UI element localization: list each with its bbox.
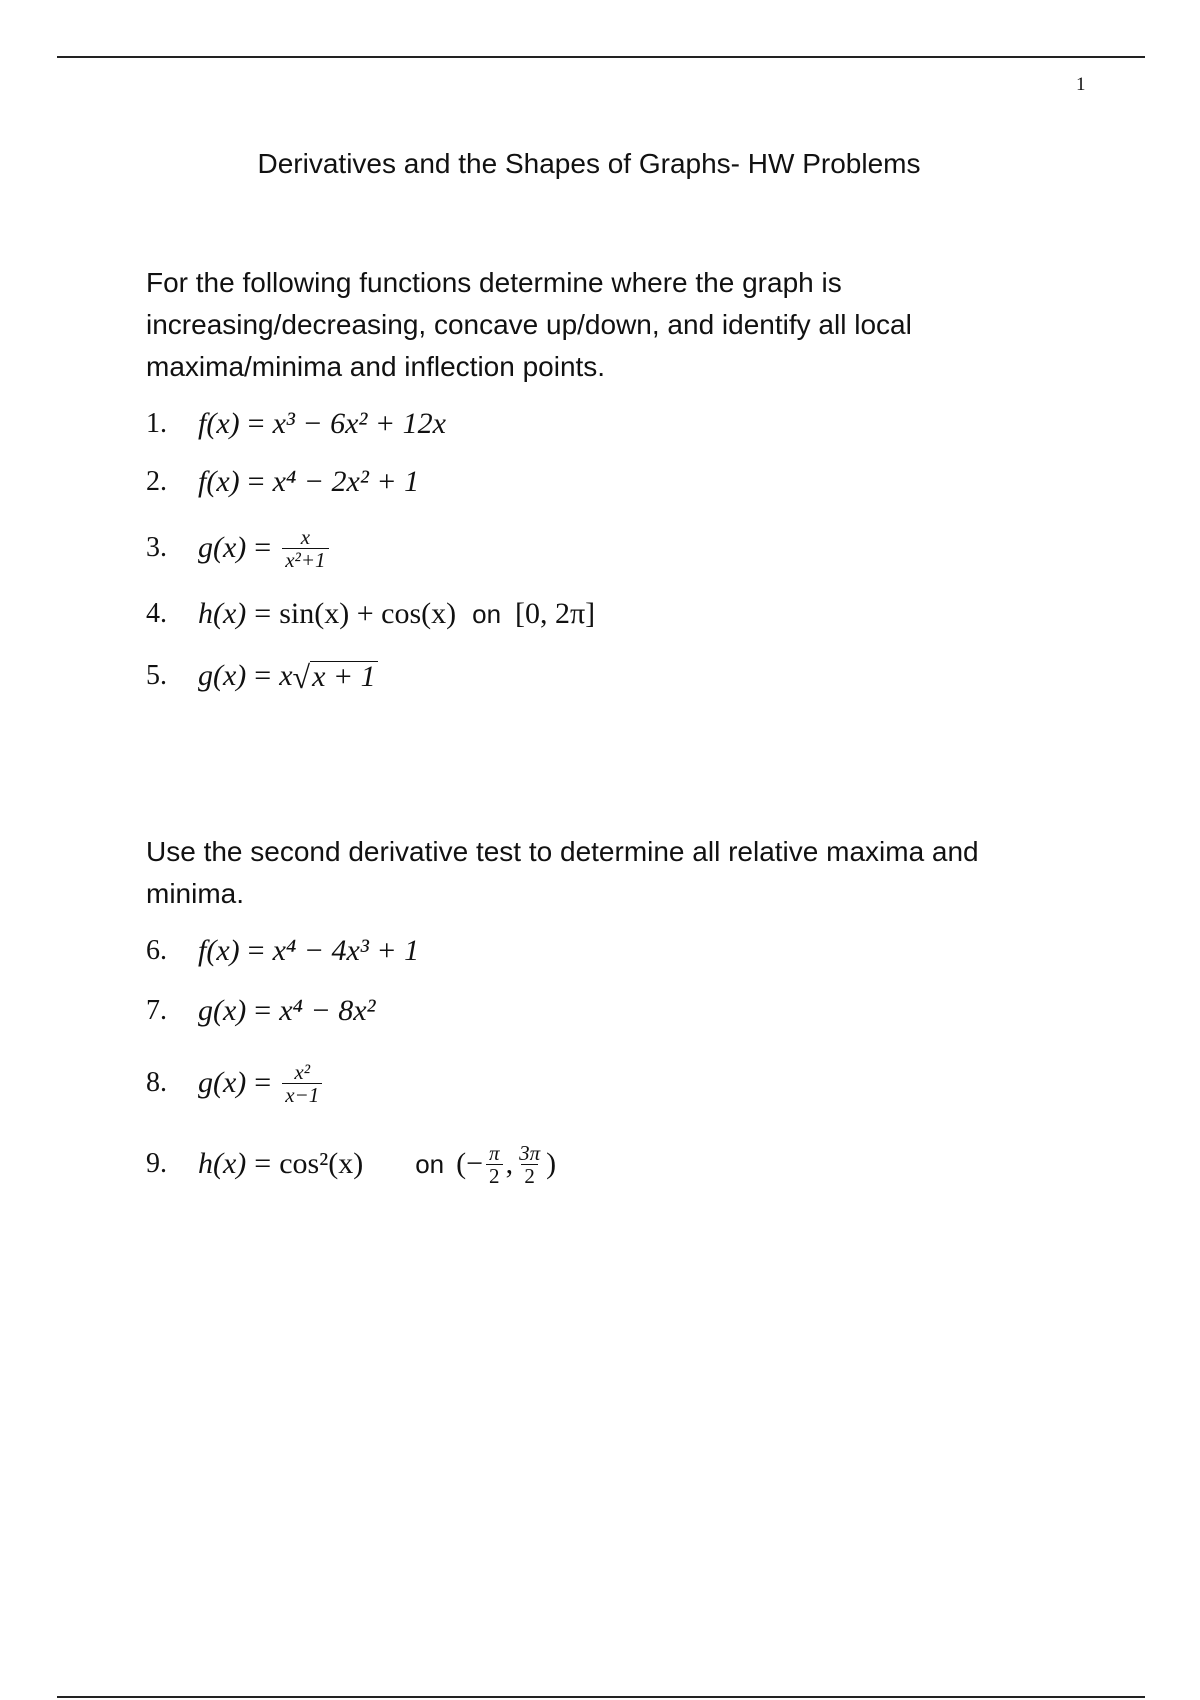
function-lhs: f(x) <box>198 934 240 967</box>
problem-number: 8. <box>146 1067 167 1098</box>
fraction <box>516 1142 543 1187</box>
footer-rule <box>57 1696 1145 1698</box>
problem-number: 6. <box>146 935 167 966</box>
fraction-numerator: x² <box>294 1059 311 1084</box>
fraction-numerator: 3π <box>519 1140 541 1165</box>
problem-equation: f(x) = x³ − 6x² + 12x <box>198 407 446 440</box>
problem-equation: g(x) = $\frac{\text{x²}}{x-1}$ <box>198 1061 325 1106</box>
domain-word: on <box>415 1148 445 1179</box>
problem-equation: g(x) = x √ x + 1 <box>198 658 376 695</box>
domain-interval: [0, 2π] <box>515 597 596 630</box>
problem-number: 7. <box>146 995 167 1026</box>
function-lhs: h(x) <box>198 597 247 630</box>
function-lhs: g(x) <box>198 994 247 1027</box>
problem-1 <box>146 402 446 446</box>
problem-number: 5. <box>146 660 167 691</box>
problem-number: 1. <box>146 408 167 439</box>
domain-open-paren: (− <box>456 1147 484 1180</box>
problem-equation: f(x) = x⁴ − 2x² + 1 <box>198 465 420 498</box>
function-lhs: h(x) <box>198 1147 247 1180</box>
page-number: 1 <box>1076 74 1086 95</box>
problem-number: 9. <box>146 1148 167 1179</box>
function-lhs: g(x) <box>198 531 247 564</box>
domain-close-paren: ) <box>546 1147 557 1180</box>
header-rule <box>57 56 1145 58</box>
function-rhs: x³ − 6x² + 12x <box>272 407 446 440</box>
problem-equation: g(x) = $\frac{x}{\text{x²+1}}$ <box>198 526 332 571</box>
problem-7 <box>146 989 376 1033</box>
domain-word: on <box>472 598 502 629</box>
function-rhs: x⁴ − 8x² <box>279 994 376 1027</box>
function-lhs: g(x) <box>198 659 247 692</box>
function-rhs: cos²(x) <box>279 1147 364 1180</box>
domain-separator: , <box>505 1147 514 1180</box>
fraction-denominator: 2 <box>486 1164 503 1187</box>
function-lhs: f(x) <box>198 407 240 440</box>
function-lhs: f(x) <box>198 465 240 498</box>
problem-equation: h(x) = cos²(x) on (− $\frac{\pi}{2}$ , $\frac{3\pi}{2}$ ) <box>198 1140 557 1188</box>
function-rhs: sin(x) + cos(x) <box>279 597 457 630</box>
fraction-numerator: π <box>489 1140 500 1165</box>
problem-6 <box>146 929 419 973</box>
problem-5 <box>146 654 378 698</box>
fraction-denominator: x²+1 <box>282 548 328 571</box>
problem-4 <box>146 592 595 636</box>
fraction-numerator: x <box>300 524 311 549</box>
function-rhs: x⁴ − 4x³ + 1 <box>272 934 420 967</box>
fraction-denominator: x−1 <box>282 1083 322 1106</box>
problem-2 <box>146 460 419 504</box>
function-lhs: g(x) <box>198 1066 247 1099</box>
fraction <box>486 1142 503 1187</box>
problem-9 <box>146 1138 556 1190</box>
problem-number: 4. <box>146 598 167 629</box>
problem-number: 2. <box>146 466 167 497</box>
function-rhs: x⁴ − 2x² + 1 <box>272 465 420 498</box>
problem-8 <box>146 1057 325 1109</box>
problem-equation: h(x) = sin(x) + cos(x) on [0, 2π] <box>198 597 596 630</box>
fraction-denominator: 2 <box>521 1164 538 1187</box>
problem-equation: f(x) = x⁴ − 4x³ + 1 <box>198 934 420 967</box>
fraction <box>282 1061 322 1106</box>
radical-sign-icon: √ <box>292 658 311 695</box>
page-title: Derivatives and the Shapes of Graphs- HW Problems <box>257 148 921 179</box>
problem-equation: g(x) = x⁴ − 8x² <box>198 994 376 1027</box>
radicand: x + 1 <box>312 659 376 693</box>
fraction <box>282 526 328 571</box>
section1-instructions: For the following functions determine where the graph is increasing/decreasing, concave up/down, and identify all local maxima/minima and inflection points. <box>146 267 912 382</box>
function-rhs-prefix: x <box>279 659 293 692</box>
section2-instructions: Use the second derivative test to determine all relative maxima and minima. <box>146 836 979 909</box>
problem-number: 3. <box>146 532 167 563</box>
square-root <box>292 658 378 695</box>
problem-3 <box>146 522 332 574</box>
